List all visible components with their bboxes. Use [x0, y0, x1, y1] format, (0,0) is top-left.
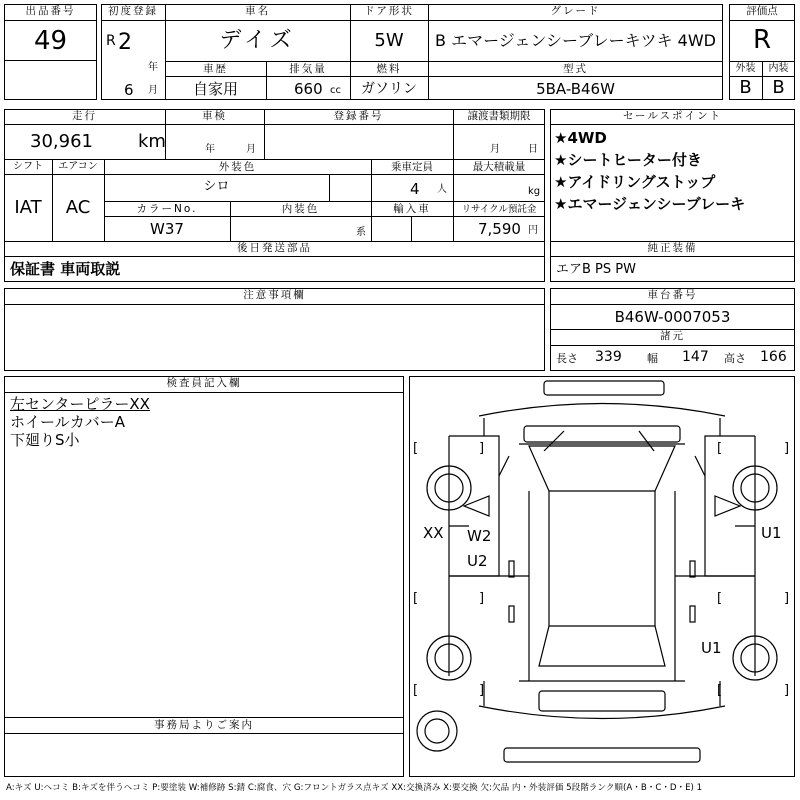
- bracket-mark: ]: [784, 591, 790, 606]
- displacement-label: 排気量: [289, 63, 327, 75]
- score-label: 評価点: [746, 5, 778, 17]
- bracket-mark: ]: [784, 683, 790, 698]
- mileage-unit: km: [138, 131, 166, 152]
- capacity-label: 乗車定員: [391, 161, 433, 173]
- transfer-day-unit: 日: [528, 144, 538, 155]
- height-label: 高さ: [724, 352, 746, 365]
- transfer-month-unit: 月: [490, 144, 500, 155]
- selling-point-item: ★エマージェンシーブレーキ: [554, 195, 746, 213]
- era: R: [106, 33, 116, 49]
- exterior-grade-label: 外装: [735, 63, 756, 74]
- bracket-mark: [: [717, 683, 723, 698]
- bracket-mark: ]: [479, 683, 485, 698]
- lot-number-label: 出品番号: [25, 5, 76, 17]
- car-name-label: 車名: [245, 5, 270, 17]
- selling-point-item: ★アイドリングストップ: [554, 173, 716, 191]
- ac: AC: [65, 197, 91, 218]
- score: R: [752, 25, 772, 55]
- bracket-mark: ]: [784, 441, 790, 456]
- shift-label: シフト: [13, 161, 43, 172]
- length-label: 長さ: [556, 352, 578, 365]
- mileage: 30,961: [30, 131, 93, 152]
- chassis-label: 車台番号: [647, 289, 698, 301]
- first-reg-label: 初度登録: [108, 5, 158, 17]
- office-label: 事務局よりご案内: [154, 719, 254, 731]
- exterior-grade: B: [739, 77, 752, 98]
- model-label: 型式: [563, 63, 588, 75]
- recycle-unit: 円: [528, 225, 538, 236]
- later-parts-label: 後日発送部品: [237, 242, 312, 254]
- ext-color: シロ: [203, 179, 230, 194]
- fuel-label: 燃料: [376, 63, 402, 75]
- reg-no-label: 登録番号: [333, 110, 384, 122]
- interior-grade-label: 内装: [768, 63, 789, 74]
- grade-label: グレード: [550, 5, 601, 17]
- damage-mark: U1: [761, 524, 782, 542]
- chassis-number: B46W-0007053: [614, 308, 731, 326]
- month: 6: [124, 81, 134, 99]
- bracket-mark: [: [717, 591, 723, 606]
- interior-grade: B: [772, 77, 785, 98]
- recycle-label: リサイクル預託金: [461, 204, 537, 215]
- inspector-line: ホイールカバーA: [10, 413, 125, 431]
- year: 2: [118, 30, 132, 55]
- damage-mark: U2: [467, 552, 488, 570]
- ext-color-label: 外装色: [218, 161, 257, 173]
- selling-points-label: セールスポイント: [622, 110, 723, 122]
- inspection-label: 車検: [202, 110, 227, 122]
- int-color-label: 内装色: [281, 203, 320, 215]
- history: 自家用: [192, 80, 238, 98]
- notes-label: 注意事項欄: [243, 289, 306, 301]
- model: 5BA-B46W: [536, 80, 615, 98]
- fuel: ガソリン: [361, 81, 417, 97]
- dimensions-label: 諸元: [660, 330, 685, 342]
- damage-mark: U1: [701, 639, 722, 657]
- mileage-label: 走行: [72, 110, 97, 122]
- width-label: 幅: [647, 352, 658, 365]
- inspector-label: 検査員記入欄: [166, 377, 242, 389]
- bracket-mark: ]: [479, 591, 485, 606]
- door-label: ドア形状: [364, 5, 414, 17]
- shift: IAT: [14, 197, 42, 218]
- door: 5W: [374, 30, 404, 51]
- load-label: 最大積載量: [472, 161, 526, 173]
- width: 147: [682, 349, 709, 365]
- capacity: 4: [410, 180, 420, 198]
- bracket-mark: [: [413, 591, 419, 606]
- bracket-mark: [: [413, 683, 419, 698]
- load-unit: kg: [528, 186, 541, 197]
- selling-point-item: ★4WD: [554, 129, 607, 147]
- lot-number: 49: [33, 26, 68, 56]
- capacity-unit: 人: [437, 184, 447, 195]
- legend: A:キズ U:ヘコミ B:キズを伴うヘコミ P:要塗装 W:補修跡 S:錆 C:腐食、穴 G:フロントガラス点キズ XX:交換済み X:要交換 欠:欠品 内・外装評価 5段階ランク順(A・B・C・D・E) 1: [6, 783, 703, 793]
- inspector-line: 左センターピラーXX: [10, 395, 150, 413]
- damage-mark: W2: [467, 527, 492, 545]
- displacement: 660: [294, 80, 323, 98]
- inspector-line: 下廻りS小: [10, 431, 80, 449]
- car-diagram: [409, 376, 795, 777]
- later-parts-value: 保証書 車両取説: [10, 260, 121, 278]
- length: 339: [595, 349, 622, 365]
- genuine-equipment-label: 純正装備: [647, 242, 698, 254]
- month-unit: 月: [148, 85, 158, 96]
- inspection-month-unit: 月: [246, 144, 256, 155]
- history-label: 車歴: [203, 63, 228, 75]
- ac-label: エアコン: [58, 161, 98, 172]
- car-name: デイズ: [219, 28, 296, 53]
- displacement-unit: cc: [330, 85, 341, 96]
- grade: B エマージェンシーブレーキツキ 4WD: [435, 31, 716, 50]
- transfer-docs-label: 譲渡書類期限: [467, 110, 531, 122]
- int-color-unit: 系: [356, 227, 366, 238]
- color-no: W37: [150, 220, 184, 238]
- inspection-year-unit: 年: [205, 144, 215, 155]
- genuine-equipment-value: エアB PS PW: [556, 262, 636, 277]
- bracket-mark: [: [413, 441, 419, 456]
- color-no-label: カラーNo.: [136, 203, 198, 215]
- bracket-mark: [: [717, 441, 723, 456]
- year-unit: 年: [148, 62, 158, 73]
- bracket-mark: ]: [479, 441, 485, 456]
- selling-point-item: ★シートヒーター付き: [554, 151, 702, 169]
- height: 166: [760, 349, 787, 365]
- recycle: 7,590: [478, 220, 521, 238]
- spec-box: [4, 109, 545, 242]
- import-label: 輸入車: [393, 203, 431, 215]
- damage-mark: XX: [423, 524, 444, 542]
